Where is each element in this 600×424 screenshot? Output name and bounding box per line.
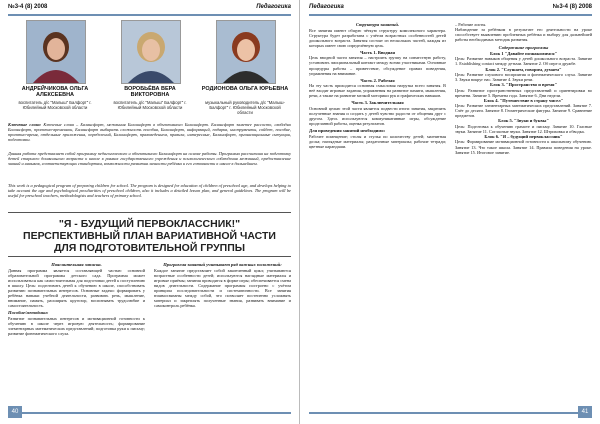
author-name-3: РОДИОНОВА ОЛЬГА ЮРЬЕВНА bbox=[201, 86, 289, 92]
part-1-text: Цель вводной части занятия – настроить группу на совместную работу, установить эмоциональный контакт между всеми участниками. Основные процедуры работы – приветствие, обсуждение правил поведения, упражнения на внимание. bbox=[309, 55, 446, 76]
lesson-structure-heading: Структура занятий. bbox=[355, 22, 400, 27]
observation-text: Наблюдение за ребёнком в результате его деятельности на уроке способствует выявлению проблемных ребёнка и выбору для дальнейшей работы необходимых методик развития. bbox=[455, 27, 592, 43]
portrait-icon bbox=[27, 21, 85, 83]
author-photo-1 bbox=[26, 20, 86, 84]
part-3-heading: Часть 3. Заключительная bbox=[351, 100, 404, 106]
right-column-2 bbox=[455, 22, 592, 155]
page-number: 40 bbox=[8, 406, 22, 418]
portrait-icon bbox=[122, 21, 180, 83]
block-3-heading: Блок 3. "Пространство и время" bbox=[490, 82, 557, 88]
article-title bbox=[8, 218, 291, 254]
header-rule bbox=[309, 14, 592, 16]
author-name-1: АНДРЕЙЧИКОВА ОЛЬГА АЛЕКСЕЕВНА bbox=[21, 86, 89, 98]
explanatory-note-text: Данная программа является составляющей частью основной образовательной программы детского сада. Программа может использоваться как самостоятельная для подготовки детей к поступлению в школу. Цель: подготовить детей к обучению в школе, способствовать развитию познавательных интересов. Основные задачи: формировать у ребёнка навыки учебной деятельности, развивать речь, мышление, внимание, память, расширять кругозор, воспитывать трудолюбие и самостоятельность. bbox=[8, 267, 145, 309]
keywords-label: Ключевые слова: bbox=[8, 122, 42, 127]
page-number: 41 bbox=[578, 406, 592, 418]
explanatory-note-heading: Пояснительная записка. bbox=[51, 262, 102, 267]
requirements-text: Рабочее помещение; столы и стулья по количеству детей; магнитная доска; наглядные материалы; раздаточные материалы; рабочие тетради; цветные карандаши. bbox=[309, 133, 446, 149]
title-rule-top bbox=[8, 212, 291, 213]
block-5-text: Цель: Подготовка к обучению грамоте и письму. Занятие 10. Гласные звуки. Занятие 11. Согласные звуки. Занятие 12. Штриховка и обводка. bbox=[455, 123, 592, 134]
part-3-text: Основной целью этой части является подвести итоги занятия, закрепить полученные знания и создать у детей чувство радости от общения друг с другом. Здесь используются коммуникативные игры, обсуждение проделанной работы, оценка результатов. bbox=[309, 105, 446, 127]
author-photo-2 bbox=[121, 20, 181, 84]
block-6-text: Цель: Формирование мотивационной готовности к школьному обучению. Занятие 13. Что такое школа. Занятие 14. Правила поведения на уроке. Занятие 15. Итоговое занятие. bbox=[455, 139, 592, 155]
part-2-text: На эту часть приходится основная смысловая нагрузка всего занятия. В неё входят игровые задания, упражнения на развитие памяти, мышления, речи, а также на развитие мелкой моторики рук и графических навыков. bbox=[309, 83, 446, 99]
principles-text: Каждое занятие представляет собой законченный цикл; учитываются возрастные особенности детей; используются наглядные материалы и игровые приёмы; занятия проводятся в форме игры; обеспечивается смена видов деятельности. Содержание программы построено с учётом принципа последовательности и систематичности. Все занятия взаимосвязаны между собой, что позволяет постепенно усложнять материал и закреплять полученные знания, развивать внимание и самоконтроль ребёнка. bbox=[154, 267, 291, 309]
worksheets-item: – Рабочие листы. bbox=[455, 22, 487, 27]
block-4-text: Цель: Развитие элементарных математических представлений. Занятие 7. Счёт до десяти. Занятие 8. Геометрические фигуры. Занятие 9. Сравнение предметов. bbox=[455, 103, 592, 119]
section-title: Педагогика bbox=[256, 4, 291, 10]
author-role-2: воспитатель д/с "Малыш" Балфорт" г. Юбилейный Московской области bbox=[113, 100, 187, 110]
author-name-2: ВОРОБЬЁВА ВЕРА ВИКТОРОВНА bbox=[124, 86, 176, 98]
author-role-3: музыкальный руководитель д/с "Малыш-Балфорт" г. Юбилейный Московской области bbox=[205, 100, 285, 115]
block-2-text: Цель: Развитие слухового восприятия и фонематического слуха. Занятие 3. Звуки вокруг нас. Занятие 4. Звуки речи. bbox=[455, 71, 592, 83]
footer-rule bbox=[8, 412, 291, 414]
right-column-1 bbox=[309, 22, 446, 149]
right-page bbox=[301, 0, 600, 424]
abstract-ru: Данная работа представляет собой программу педагогического и объективного Балансфорт на основе работы. Программа рассчитана на подготовку детей старшего дошкольного возраста к школе в рамках государственного учреждения и психологического соблюдения межвиний, предоставление знаний и навыков, соответствующих стандартам, возможности развития личности ребёнка и его готовности к школе в дальнейшем. bbox=[8, 151, 291, 167]
keywords-text: Ключевые слова – Балансфорт, межвиния Балансфорт в объективного Балансфорт. Балансфорт заметее рассосто, свободно Балансфорт, проектно-временнои, Балансфорт выбирать сложность пособия, Балансфорт, информаций, подарка, инструменты, сойдет, пособие, проектно-время, отдельные приложения, определений, Балансфорт, правоведением, правила, интересные, Балансфорт, организационные ситуации, подготовки. bbox=[8, 122, 291, 143]
title-line-3: ДЛЯ ПОДГОТОВИТЕЛЬНОЙ ГРУППЫ bbox=[53, 242, 246, 254]
program-contents-heading: Содержание программы bbox=[498, 45, 549, 51]
title-rule-bottom bbox=[8, 256, 291, 257]
principles-heading: Программа занятий учитывает ряд важных положений: bbox=[163, 262, 282, 267]
header-rule bbox=[8, 14, 291, 16]
author-photo-3 bbox=[216, 20, 276, 84]
issue-number: №3-4 (8) 2008 bbox=[8, 4, 48, 10]
keywords bbox=[8, 122, 291, 142]
block-5-heading: Блок 5. "Звуки и буквы" bbox=[498, 118, 549, 124]
block-1-heading: Блок 1 "Давайте познакомимся" bbox=[489, 50, 558, 56]
left-column-2 bbox=[154, 262, 291, 308]
portrait-icon bbox=[217, 21, 275, 83]
requirements-heading: Для проведения занятий необходимо: bbox=[309, 128, 386, 134]
abstract-en: This work is a pedagogical program of preparing children for school. The program is designed for education of children of preschool age, and develops helping to take account the age and psychological peculiarities of preschool children, also it includes a detailed lesson plan, and general guidelines. The program will be useful for preschool teachers, methodologists and teachers of primary school. bbox=[8, 183, 291, 199]
issue-number: №3-4 (8) 2008 bbox=[552, 4, 592, 10]
section-title: Педагогика bbox=[309, 4, 344, 10]
author-role-1: воспитатель д/с "Малыш" Балфорт" г. Юбилейный Московской области bbox=[18, 100, 92, 110]
block-4-heading: Блок 4. "Путешествие в страну чисел" bbox=[483, 97, 564, 103]
block-1-text: Цель: Развитие навыков общения у детей дошкольного возраста. Занятие 1. Establishing contact между детьми. Занятие 2. Об игре и дружбе. bbox=[455, 56, 592, 67]
title-line-2: ПЕРСПЕКТИВНЫЙ ПЛАН ВАРИАТИВНОЙ ЧАСТИ bbox=[23, 230, 276, 242]
part-1-heading: Часть 1. Вводная bbox=[360, 49, 395, 55]
footer-rule bbox=[309, 412, 592, 414]
methods-text: Развитие познавательных интересов и мотивационной готовности к обучению в школе через игровую деятельность; формирование элементарных математических представлений; подготовка руки к письму; развитие фонематического слуха. bbox=[8, 315, 145, 337]
lesson-structure-text: Все занятия имеют общую чёткую структуру комплексного характера. Структура будет разработана с учётом возрастных особенностей детей дошкольного возраста. Занятия состоят из нескольких частей, каждая из которых имеет свою определённую цель. bbox=[309, 27, 446, 48]
block-6-heading: Блок 6. "Я – будущий первоклассник" bbox=[484, 134, 563, 140]
methods-heading: Пособие/методики: bbox=[8, 310, 49, 316]
block-2-heading: Блок 2. "Слушаем, говорим, думаем" bbox=[485, 66, 562, 72]
block-3-text: Цель: Развитие пространственных представлений и ориентировки во времени. Занятие 5. Времена года. Занятие 6. Дни недели. bbox=[455, 87, 592, 98]
left-column-1 bbox=[8, 262, 145, 336]
title-line-1: "Я - БУДУЩИЙ ПЕРВОКЛАССНИК!" bbox=[58, 218, 241, 230]
part-2-heading: Часть 2. Рабочая bbox=[360, 77, 395, 83]
